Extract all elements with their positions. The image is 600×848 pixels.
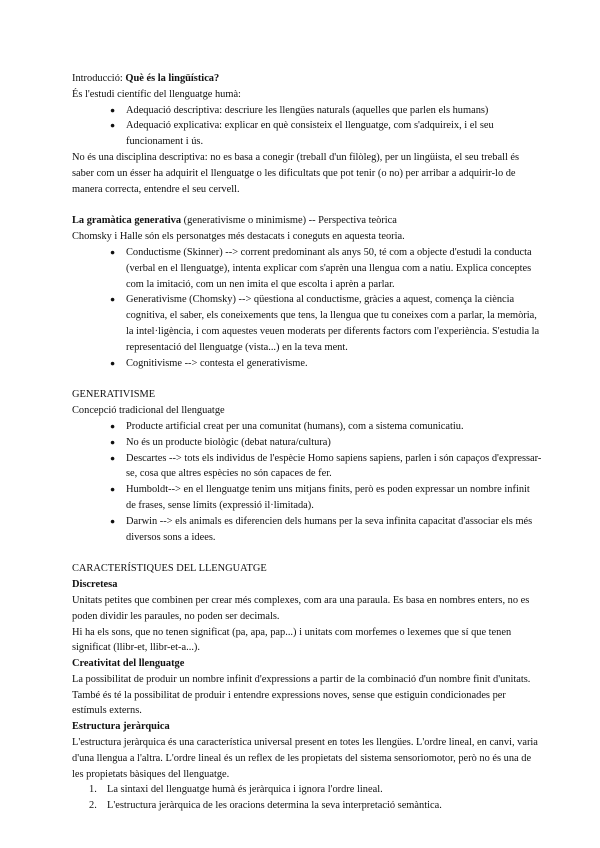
intro-bullet-list — [72, 103, 542, 150]
spacer — [72, 197, 542, 213]
intro-heading — [72, 71, 542, 87]
list-item — [89, 782, 542, 798]
creativitat-heading — [72, 656, 542, 672]
list-item: ● Adequació descriptiva: descriure les llengües naturals (aquelles que parlen els humans) — [126, 103, 542, 119]
intro-definition: És l'estudi científic del llenguatge humà: — [72, 88, 241, 100]
estructura-paragraph: L'estructura jeràrquica és una característica universal present en totes les llengües. L'ordre lineal, en canvi, varia d'una llengua a l'altra. L'ordre lineal és un reflex de les propietats del sistema sensoriomotor, però no és una de les propietats bàsiques del llenguatge. — [72, 737, 538, 780]
discretesa-paragraph: Unitats petites que combinen per crear més complexes, com ara una paraula. Es basa en nombres enters, no es poden dividir les paraules, no poden ser decimals. — [72, 594, 530, 622]
characteristics-title: CARACTERÍSTIQUES DEL LLENGUATGE — [72, 563, 267, 575]
list-item: ● Adequació explicativa: explicar en què consisteix el llenguatge, com s'adquireix, i el seu funcionament i ús. — [126, 118, 542, 150]
discretesa-paragraph: Hi ha els sons, que no tenen significat (pa, apa, pap...) i unitats com morfemes o lexemes que sí que tenen significat (llibr-et, llibr-et-a...). — [72, 626, 512, 654]
estructura-heading — [72, 719, 542, 735]
list-item: ● Humboldt--> en el llenguatge tenim uns mitjans finits, però es poden expressar un nombre infinit de frases, sense límits (expressió il·limitada). — [126, 482, 542, 514]
intro-prefix: Introducció: — [72, 73, 126, 84]
intro-title: Què és la lingüística? — [125, 73, 220, 84]
spacer — [72, 545, 542, 561]
item-text: L'estructura jeràrquica de les oracions determina la seva interpretació semàntica. — [107, 800, 442, 812]
intro-paragraph: No és una disciplina descriptiva: no es basa a conegir (treball d'un filòleg), per un lingüista, el seu treball és saber com un ésser ha adquirit el llenguatge o les dificultats que pot tenir (o no) per arribar a adquirir-lo de manera correcta, entendre el seu cervell. — [72, 151, 520, 195]
item-text: La sintaxi del llenguatge humà és jeràrquica i ignora l'ordre lineal. — [107, 784, 383, 796]
generative-line: Chomsky i Halle són els personatges més destacats i coneguts en aquesta teoria. — [72, 231, 405, 243]
generative-subtitle: (generativisme o minimisme) -- Perspectiva teòrica — [181, 215, 397, 227]
item-number: 2. — [89, 800, 97, 812]
generativisme-title: GENERATIVISME — [72, 389, 156, 401]
list-item: ● Darwin --> els animals es diferencien dels humans per la seva infinita capacitat d'associar els més diversos sons a idees. — [126, 514, 542, 546]
generativisme-bullet-list — [72, 419, 542, 545]
discretesa-heading — [72, 577, 542, 593]
list-item: ● Producte artificial creat per una comunitat (humans), com a sistema comunicatiu. — [126, 419, 542, 435]
generative-title: La gramàtica generativa — [72, 215, 182, 227]
creativitat-title: Creativitat del llenguatge — [72, 658, 185, 670]
list-item: ● No és un producte biològic (debat natura/cultura) — [126, 435, 542, 451]
discretesa-title: Discretesa — [72, 579, 118, 591]
list-item: ● Generativisme (Chomsky) --> qüestiona al conductisme, gràcies a aquest, comença la ciència cognitiva, el saber, els coneixements que tens, la llengua que tu coneixes com a parlar, la memòria, la intel·ligència, i com aquestes veuen moderats per diferents factors com l'experiència. S'estudia la representació del llenguatge (vista...) en la teva ment. — [126, 292, 542, 355]
generative-bullet-list — [72, 245, 542, 371]
list-item — [89, 798, 542, 814]
estructura-title: Estructura jeràrquica — [72, 721, 170, 733]
list-item: ● Conductisme (Skinner) --> corrent predominant als anys 50, té com a objecte d'estudi la conducta (verbal en el llenguatge), intenta explicar com s'aprèn una llengua com a natiu. Explica conceptes com la imitació, com un nen imita el que escolta i aprèn a parlar. — [126, 245, 542, 292]
list-item: ● Cognitivisme --> contesta el generativisme. — [126, 356, 542, 372]
item-number: 1. — [89, 784, 97, 796]
generativisme-line: Concepció tradicional del llenguatge — [72, 405, 225, 417]
document-page — [72, 71, 542, 814]
creativitat-paragraph: La possibilitat de produir un nombre infinit d'expressions a partir de la combinació d'un nombre finit d'unitats. També és té la possibilitat de produir i entendre expressions noves, sense que estiguin condicionades per estímuls externs. — [72, 673, 531, 717]
list-item: ● Descartes --> tots els individus de l'espècie Homo sapiens sapiens, parlen i són capaços d'expressar-se, cosa que altres espècies no són capaces de fer. — [126, 451, 542, 483]
estructura-numbered-list — [72, 782, 542, 814]
generative-heading — [72, 213, 542, 229]
spacer — [72, 371, 542, 387]
